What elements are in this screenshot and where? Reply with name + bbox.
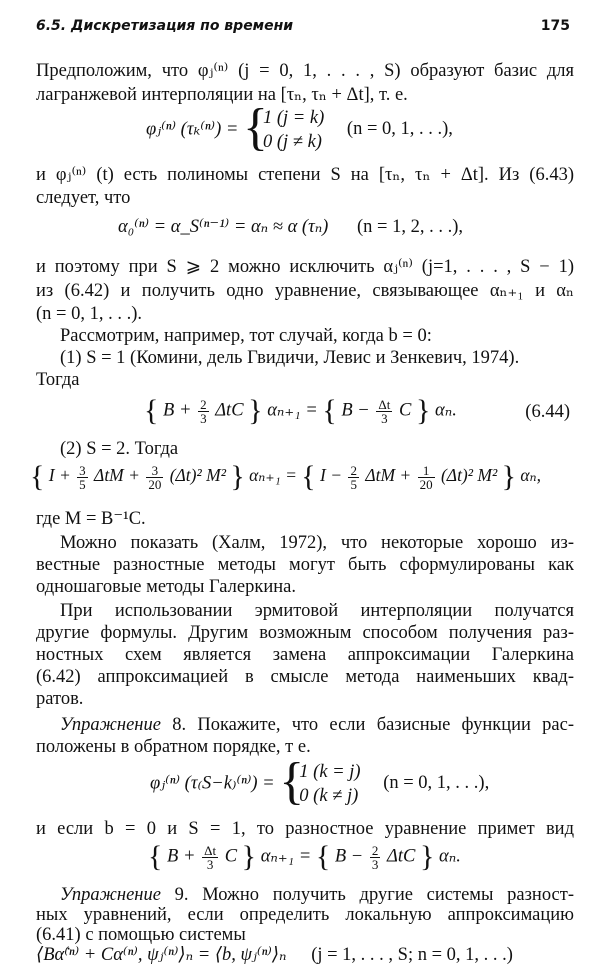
eq-term: (Δt)² M² — [169, 465, 226, 486]
equation-condition: (j = 1, . . . , S; n = 0, 1, . . .) — [311, 945, 513, 965]
fraction: $\frac{\Delta t}{3}$ — [378, 396, 391, 426]
equation-body: ⟨Bα̇⁽ⁿ⁾ + Cα⁽ⁿ⁾, ψⱼ⁽ⁿ⁾⟩ₙ = ⟨b, ψⱼ⁽ⁿ⁾⟩ₙ — [36, 945, 287, 965]
text-line: (6.42) аппроксимацией в смысле метода наименьших квад- — [36, 667, 574, 687]
text-line: Предположим, что φⱼ⁽ⁿ⁾ (j = 0, 1, . . . , S) образуют базис для — [36, 61, 574, 81]
running-header — [36, 18, 570, 42]
page-number: 175 — [540, 18, 570, 34]
case-line: 0 (k ≠ j) — [299, 786, 359, 806]
eq-term: αₙ. — [435, 400, 457, 421]
exercise-text: 8. Покажите, что если базисные функции рас- — [172, 715, 575, 735]
eq-term: B + — [163, 400, 192, 421]
text-line: При использовании эрмитовой интерполяции получатся — [60, 601, 574, 621]
fraction: $\frac{3}{20}$ — [148, 462, 162, 492]
equation-alpha — [118, 216, 463, 238]
text-line: ностных схем является замена аппроксимации Галеркина — [36, 645, 574, 665]
fraction: $\frac{\Delta t}{3}$ — [204, 842, 217, 872]
case-line: 1 (k = j) — [299, 762, 361, 782]
text-line: (6.41) с помощью системы — [36, 925, 246, 945]
fraction: $\frac{3}{5}$ — [79, 462, 86, 492]
exercise-9-line — [36, 884, 574, 906]
text-line: другие формулы. Другим возможным способом получения раз- — [36, 623, 574, 643]
eq-term: B − — [341, 400, 370, 421]
text-line: и φⱼ⁽ⁿ⁾ (t) есть полиномы степени S на [τₙ, τₙ + Δt]. Из (6.43) — [36, 165, 574, 185]
text-line: из (6.42) и получить одно уравнение, связывающее αₙ₊₁ и αₙ — [36, 281, 574, 301]
text-line: где M = B⁻¹C. — [36, 509, 146, 529]
text-line: и поэтому при S ⩾ 2 можно исключить αⱼ⁽ⁿ⁾ (j=1, . . . , S − 1) — [36, 257, 574, 277]
equation-6-44: { B + $\frac{2}{3}$ ΔtC } αₙ₊₁ = { B − $\frac{\Delta t}{3}$ C } αₙ. — [144, 394, 457, 427]
fraction: $\frac{2}{5}$ — [350, 462, 357, 492]
equation-s2: { I + $\frac{3}{5}$ ΔtM + $\frac{3}{20}$ (Δt)² M² } αₙ₊₁ = { I − $\frac{2}{5}$ ΔtM + $\frac{1}{20}$ (Δt)² M² } αₙ, — [30, 460, 542, 493]
equation-lhs: φⱼ⁽ⁿ⁾ (τ₍S−k₎⁽ⁿ⁾) = — [150, 773, 275, 794]
cases-block — [279, 753, 361, 810]
text-line: вестные разностные методы могут быть сформулированы как — [36, 555, 574, 575]
exercise-label: Упражнение — [60, 885, 161, 905]
eq-term: ΔtM + — [365, 465, 412, 486]
case-line: 1 (j = k) — [263, 108, 325, 128]
equation-lhs: φⱼ⁽ⁿ⁾ (τₖ⁽ⁿ⁾) = — [146, 119, 239, 140]
text-line: Рассмотрим, например, тот случай, когда b = 0: — [60, 326, 432, 346]
cases-block — [243, 99, 325, 156]
eq-term: I − — [320, 465, 343, 486]
text-line: Тогда — [36, 370, 80, 390]
text-line: одношаговые методы Галеркина. — [36, 577, 296, 597]
text-line: лагранжевой интерполяции на [τₙ, τₙ + Δt], т. е. — [36, 85, 408, 105]
text-line: (1) S = 1 (Комини, дель Гвидичи, Левис и Зенкевич, 1974). — [60, 348, 520, 368]
eq-term: B − — [334, 846, 364, 867]
fraction: $\frac{2}{3}$ — [371, 842, 379, 872]
eq-term: (Δt)² M² — [440, 465, 498, 486]
fraction: $\frac{2}{3}$ — [200, 396, 207, 426]
eq-term: C — [224, 846, 238, 867]
equation-system — [36, 944, 513, 966]
equation-number: (6.44) — [525, 402, 570, 422]
text-line: ных уравнений, если определить локальную аппроксимацию — [36, 905, 574, 925]
eq-term: C — [399, 400, 412, 421]
eq-term: αₙ₊₁ = — [267, 400, 318, 421]
equation-exercise-8: { B + $\frac{\Delta t}{3}$ C } αₙ₊₁ = { B − $\frac{2}{3}$ ΔtC } αₙ. — [148, 840, 461, 873]
text-line: (2) S = 2. Тогда — [60, 439, 179, 459]
eq-term: B + — [167, 846, 196, 867]
eq-term: ΔtC — [215, 400, 244, 421]
exercise-8-line — [36, 714, 574, 736]
equation-body: α₀⁽ⁿ⁾ = α_S⁽ⁿ⁻¹⁾ = αₙ ≈ α (τₙ) — [118, 217, 329, 237]
eq-term: ΔtC — [387, 846, 416, 867]
text-line: следует, что — [36, 188, 131, 208]
case-line: 0 (j ≠ k) — [263, 132, 322, 152]
eq-term: αₙ₊₁ = — [249, 465, 297, 486]
text-line: и если b = 0 и S = 1, то разностное уравнение примет вид — [36, 819, 574, 839]
eq-term: αₙ. — [439, 846, 461, 867]
eq-term: αₙ₊₁ = — [260, 846, 312, 867]
exercise-label: Упражнение — [60, 715, 161, 735]
text-line: Можно показать (Халм, 1972), что некоторые хорошо из- — [60, 533, 574, 553]
exercise-text: 9. Можно получить другие системы разност- — [174, 885, 574, 905]
equation-condition: (n = 1, 2, . . .), — [356, 217, 463, 237]
equation-condition: (n = 0, 1, . . .), — [346, 119, 453, 140]
text-line: ратов. — [36, 689, 84, 709]
equation-condition: (n = 0, 1, . . .), — [383, 773, 490, 794]
eq-term: I + — [48, 465, 71, 486]
section-title: 6.5. Дискретизация по времени — [36, 18, 294, 34]
left-brace: { — [279, 753, 305, 810]
text-line: положены в обратном порядке, т е. — [36, 737, 311, 757]
eq-term: ΔtM + — [94, 465, 140, 486]
equation-reversed-basis — [150, 753, 490, 810]
eq-term: αₙ, — [520, 465, 542, 486]
fraction: $\frac{1}{20}$ — [419, 462, 433, 492]
equation-basis — [146, 99, 453, 156]
text-line: (n = 0, 1, . . .). — [36, 304, 143, 324]
left-brace: { — [243, 99, 268, 156]
